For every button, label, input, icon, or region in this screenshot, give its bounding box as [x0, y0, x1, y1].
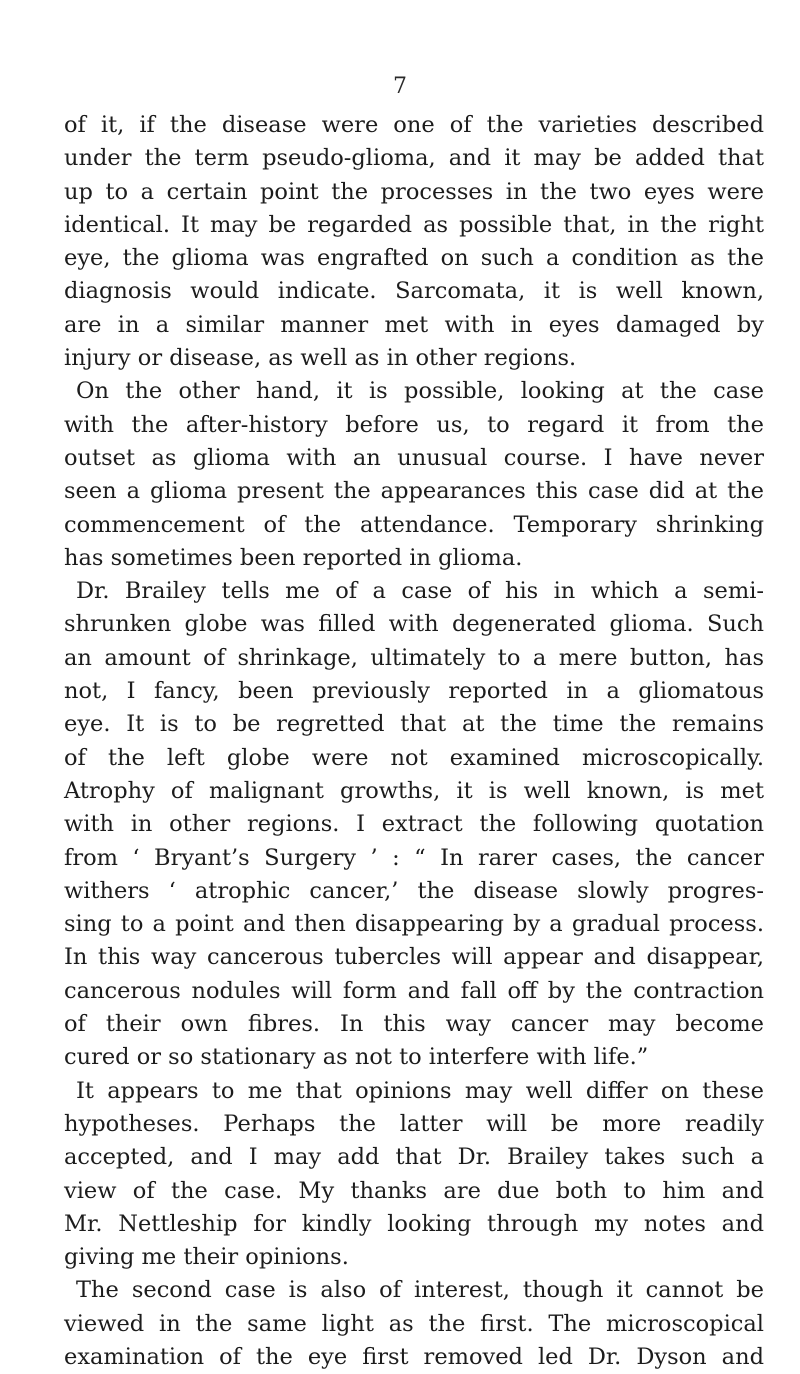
text-line: from ‘ Bryant’s Surgery ’ : “ In rarer cases, the cancer [64, 844, 764, 871]
body-text [64, 109, 764, 1374]
text-line: Mr. Nettleship for kindly looking through my notes and [64, 1210, 764, 1237]
text-line: hypotheses. Perhaps the latter will be more readily [64, 1110, 764, 1137]
text-line: It appears to me that opinions may well differ on these [76, 1077, 764, 1104]
text-line: an amount of shrinkage, ultimately to a mere button, has [64, 644, 764, 671]
text-line: withers ‘ atrophic cancer,’ the disease slowly progres- [64, 877, 764, 904]
text-line: On the other hand, it is possible, looking at the case [76, 378, 764, 405]
text-line: Dr. Brailey tells me of a case of his in which a semi- [76, 578, 764, 605]
text-line: identical. It may be regarded as possible that, in the right [64, 211, 764, 238]
text-line: view of the case. My thanks are due both to him and [64, 1177, 764, 1204]
text-line: diagnosis would indicate. Sarcomata, it is well known, [64, 278, 764, 305]
text-line: not, I fancy, been previously reported in a gliomatous [64, 678, 764, 705]
text-line: Atrophy of malignant growths, it is well known, is met [64, 777, 764, 804]
text-line: of it, if the disease were one of the varieties described [64, 112, 764, 138]
text-line: giving me their opinions. [64, 1244, 349, 1271]
text-line: examination of the eye first removed led Dr. Dyson and [64, 1343, 764, 1370]
text-line: In this way cancerous tubercles will appear and disappear, [64, 944, 764, 971]
text-line: viewed in the same light as the first. The microscopical [64, 1310, 764, 1337]
text-line: injury or disease, as well as in other regions. [64, 345, 577, 372]
text-line: under the term pseudo-glioma, and it may be added that [64, 145, 764, 172]
text-line: The second case is also of interest, though it cannot be [76, 1277, 764, 1304]
text-line: eye, the glioma was engrafted on such a condition as the [64, 245, 764, 272]
text-line: commencement of the attendance. Temporary shrinking [64, 511, 764, 538]
text-line: accepted, and I may add that Dr. Brailey takes such a [64, 1144, 764, 1171]
text-line: shrunken globe was filled with degenerated glioma. Such [64, 611, 764, 638]
text-line: with the after-history before us, to regard it from the [64, 411, 764, 438]
text-line: has sometimes been reported in glioma. [64, 544, 523, 571]
text-line: up to a certain point the processes in the two eyes were [64, 178, 764, 205]
text-line: of the left globe were not examined microscopically. [64, 744, 764, 771]
text-line: with in other regions. I extract the following quotation [64, 811, 764, 838]
text-line: eye. It is to be regretted that at the time the remains [64, 711, 764, 738]
text-line: cancerous nodules will form and fall off by the contraction [64, 977, 764, 1004]
text-line: seen a glioma present the appearances this case did at the [64, 478, 764, 505]
text-line: are in a similar manner met with in eyes damaged by [64, 311, 764, 338]
text-line: cured or so stationary as not to interfere with life.” [64, 1044, 649, 1071]
text-line: outset as glioma with an unusual course. I have never [64, 444, 764, 471]
text-line: sing to a point and then disappearing by a gradual process. [64, 911, 764, 938]
text-line: of their own fibres. In this way cancer may become [64, 1011, 764, 1038]
page-number: 7 [393, 74, 407, 99]
